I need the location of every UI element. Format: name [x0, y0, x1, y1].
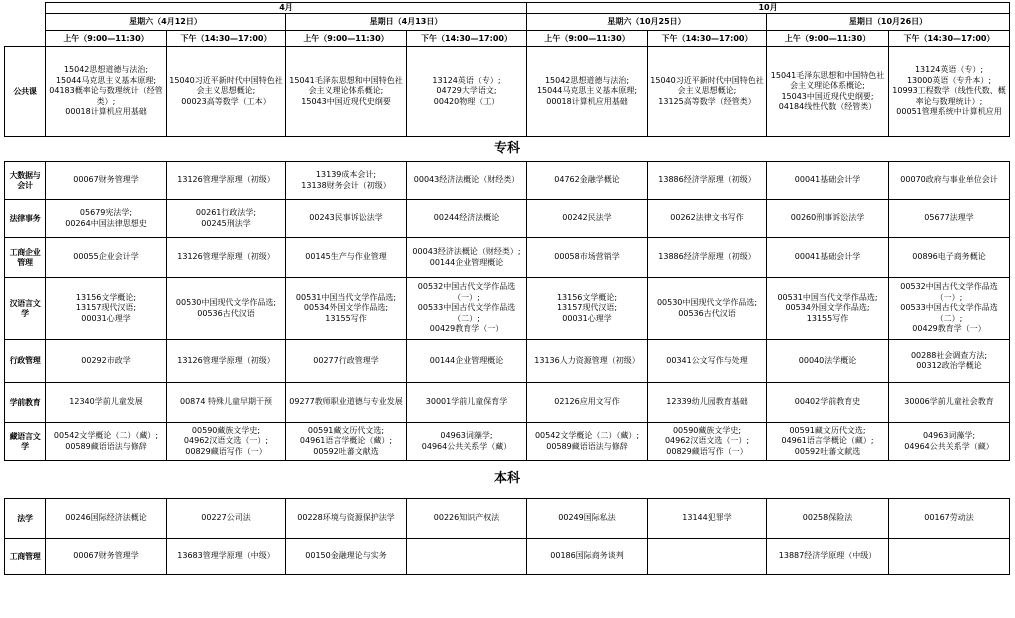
course-cell	[407, 539, 527, 575]
day-header-oct25: 星期六（10月25日）	[527, 14, 767, 31]
course-cell: 05677法理学	[889, 200, 1010, 238]
course-cell: 00591藏文历代文选; 04961语言学概论（藏）; 00592吐蕃文献选	[286, 423, 407, 461]
table-row	[5, 162, 1010, 200]
course-cell: 00242民法学	[527, 200, 648, 238]
course-cell: 00261行政法学; 00245刑法学	[167, 200, 286, 238]
month-april-header: 4月	[46, 3, 527, 14]
section-header-zhuanke: 专科	[5, 137, 1010, 162]
course-cell: 04963词藻学; 04964公共关系学（藏）	[407, 423, 527, 461]
slot-header: 下午（14:30—17:00）	[648, 31, 767, 47]
course-cell: 12339幼儿园教育基础	[648, 383, 767, 423]
slot-header: 上午（9:00—11:30）	[286, 31, 407, 47]
course-cell: 00043经济法概论（财经类）; 00144企业管理概论	[407, 238, 527, 278]
course-cell: 00243民事诉讼法学	[286, 200, 407, 238]
day-header-apr12: 星期六（4月12日）	[46, 14, 286, 31]
course-cell: 00260刑事诉讼法学	[767, 200, 889, 238]
table-row	[5, 499, 1010, 539]
course-cell: 00055企业会计学	[46, 238, 167, 278]
exam-schedule-table	[4, 2, 1010, 575]
row-label-public: 公共课	[5, 47, 46, 137]
course-cell: 13683管理学原理（中级）	[167, 539, 286, 575]
course-cell: 00590藏族文学史; 04962汉语文选（一）; 00829藏语写作（一）	[167, 423, 286, 461]
course-cell: 00258保险法	[767, 499, 889, 539]
table-row	[5, 200, 1010, 238]
course-cell: 15040习近平新时代中国特色社会主义思想概论; 00023高等数学（工本）	[167, 47, 286, 137]
row-label: 工商管理	[5, 539, 46, 575]
corner-cell	[5, 3, 46, 47]
course-cell: 13887经济学原理（中级）	[767, 539, 889, 575]
course-cell	[889, 539, 1010, 575]
course-cell: 00041基础会计学	[767, 238, 889, 278]
course-cell: 13886经济学原理（初级）	[648, 238, 767, 278]
table-row	[5, 340, 1010, 383]
slot-header: 上午（9:00—11:30）	[46, 31, 167, 47]
course-cell: 00530中国现代文学作品选; 00536古代汉语	[648, 278, 767, 340]
row-label: 工商企业管理	[5, 238, 46, 278]
course-cell: 13124英语（专）; 13000英语（专升本）; 10993工程数学（线性代数、概率论与数理统计）; 00051管理系统中计算机应用	[889, 47, 1010, 137]
course-cell: 00341公文写作与处理	[648, 340, 767, 383]
course-cell: 00262法律文书写作	[648, 200, 767, 238]
course-cell: 00246国际经济法概论	[46, 499, 167, 539]
course-cell: 13156文学概论; 13157现代汉语; 00031心理学	[527, 278, 648, 340]
day-header-apr13: 星期日（4月13日）	[286, 14, 527, 31]
course-cell: 13126管理学原理（初级）	[167, 340, 286, 383]
course-cell: 30001学前儿童保育学	[407, 383, 527, 423]
course-cell: 00590藏族文学史; 04962汉语文选（一）; 00829藏语写作（一）	[648, 423, 767, 461]
table-row	[5, 423, 1010, 461]
row-label: 行政管理	[5, 340, 46, 383]
course-cell: 04963词藻学; 04964公共关系学（藏）	[889, 423, 1010, 461]
course-cell: 00542文学概论（二）（藏）; 00589藏语语法与修辞	[46, 423, 167, 461]
course-cell: 04762金融学概论	[527, 162, 648, 200]
course-cell: 00227公司法	[167, 499, 286, 539]
course-cell: 00874 特殊儿童早期干预	[167, 383, 286, 423]
course-cell: 00249国际私法	[527, 499, 648, 539]
course-cell: 00226知识产权法	[407, 499, 527, 539]
row-label: 汉语言文学	[5, 278, 46, 340]
slot-header: 下午（14:30—17:00）	[167, 31, 286, 47]
day-header-oct26: 星期日（10月26日）	[767, 14, 1010, 31]
course-cell: 13886经济学原理（初级）	[648, 162, 767, 200]
course-cell: 15040习近平新时代中国特色社会主义思想概论; 13125高等数学（经管类）	[648, 47, 767, 137]
course-cell	[648, 539, 767, 575]
course-cell: 13126管理学原理（初级）	[167, 162, 286, 200]
course-cell: 00058市场营销学	[527, 238, 648, 278]
course-cell: 13156文学概论; 13157现代汉语; 00031心理学	[46, 278, 167, 340]
row-label: 学前教育	[5, 383, 46, 423]
course-cell: 00244经济法概论	[407, 200, 527, 238]
course-cell: 00145生产与作业管理	[286, 238, 407, 278]
course-cell: 00150金融理论与实务	[286, 539, 407, 575]
course-cell: 00040法学概论	[767, 340, 889, 383]
course-cell: 15042思想道德与法治; 15044马克思主义基本原理; 04183概率论与数理统计（经管类）; 00018计算机应用基础	[46, 47, 167, 137]
course-cell: 00067财务管理学	[46, 539, 167, 575]
course-cell: 15041毛泽东思想和中国特色社会主义理论体系概论; 15043中国近现代史纲要; 04184线性代数（经管类）	[767, 47, 889, 137]
course-cell: 13144犯罪学	[648, 499, 767, 539]
course-cell: 00292市政学	[46, 340, 167, 383]
slot-header: 上午（9:00—11:30）	[527, 31, 648, 47]
slot-header: 下午（14:30—17:00）	[889, 31, 1010, 47]
course-cell: 13126管理学原理（初级）	[167, 238, 286, 278]
section-header-benke: 本科	[5, 461, 1010, 499]
course-cell: 00896电子商务概论	[889, 238, 1010, 278]
course-cell: 00288社会调查方法; 00312政治学概论	[889, 340, 1010, 383]
course-cell: 00402学前教育史	[767, 383, 889, 423]
course-cell: 00532中国古代文学作品选（一）; 00533中国古代文学作品选（二）; 00429教育学（一）	[407, 278, 527, 340]
course-cell: 00532中国古代文学作品选（一）; 00533中国古代文学作品选（二）; 00429教育学（一）	[889, 278, 1010, 340]
course-cell: 15041毛泽东思想和中国特色社会主义理论体系概论; 15043中国近现代史纲要	[286, 47, 407, 137]
course-cell: 00542文学概论（二）（藏）; 00589藏语语法与修辞	[527, 423, 648, 461]
course-cell: 05679宪法学; 00264中国法律思想史	[46, 200, 167, 238]
slot-header: 上午（9:00—11:30）	[767, 31, 889, 47]
table-row	[5, 539, 1010, 575]
course-cell: 00041基础会计学	[767, 162, 889, 200]
public-course-row	[5, 47, 1010, 137]
row-label: 藏语言文学	[5, 423, 46, 461]
course-cell: 00591藏文历代文选; 04961语言学概论（藏）; 00592吐蕃文献选	[767, 423, 889, 461]
course-cell: 00531中国当代文学作品选; 00534外国文学作品选; 13155写作	[286, 278, 407, 340]
course-cell: 00531中国当代文学作品选; 00534外国文学作品选; 13155写作	[767, 278, 889, 340]
course-cell: 13124英语（专）; 04729大学语文; 00420物理（工）	[407, 47, 527, 137]
course-cell: 12340学前儿童发展	[46, 383, 167, 423]
course-cell: 13139成本会计; 13138财务会计（初级）	[286, 162, 407, 200]
course-cell: 30006学前儿童社会教育	[889, 383, 1010, 423]
course-cell: 00070政府与事业单位会计	[889, 162, 1010, 200]
course-cell: 02126应用文写作	[527, 383, 648, 423]
slot-header: 下午（14:30—17:00）	[407, 31, 527, 47]
course-cell: 00228环境与资源保护法学	[286, 499, 407, 539]
table-row	[5, 238, 1010, 278]
course-cell: 00186国际商务谈判	[527, 539, 648, 575]
course-cell: 00530中国现代文学作品选; 00536古代汉语	[167, 278, 286, 340]
course-cell: 09277教师职业道德与专业发展	[286, 383, 407, 423]
course-cell: 00043经济法概论（财经类）	[407, 162, 527, 200]
exam-schedule-sheet	[4, 2, 1009, 614]
course-cell: 00167劳动法	[889, 499, 1010, 539]
course-cell: 15042思想道德与法治; 15044马克思主义基本原理; 00018计算机应用基础	[527, 47, 648, 137]
course-cell: 00144企业管理概论	[407, 340, 527, 383]
table-row	[5, 278, 1010, 340]
month-october-header: 10月	[527, 3, 1010, 14]
table-row	[5, 383, 1010, 423]
row-label: 法学	[5, 499, 46, 539]
table-body	[5, 3, 1010, 575]
course-cell: 00067财务管理学	[46, 162, 167, 200]
row-label: 大数据与会计	[5, 162, 46, 200]
course-cell: 00277行政管理学	[286, 340, 407, 383]
course-cell: 13136人力资源管理（初级）	[527, 340, 648, 383]
row-label: 法律事务	[5, 200, 46, 238]
